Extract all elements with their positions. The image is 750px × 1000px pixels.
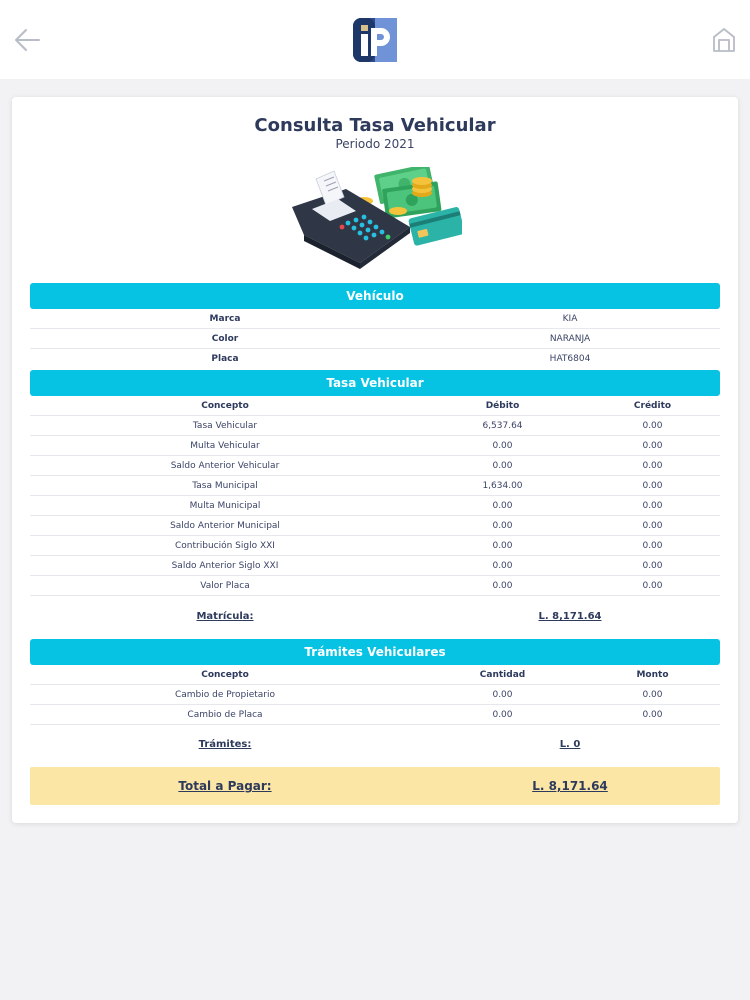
vehiculo-value: NARANJA [549,334,591,344]
matricula-summary [30,607,720,627]
matricula-value: L. 8,171.64 [538,611,602,622]
table-row [30,436,720,456]
vehiculo-section-header: Vehículo [30,283,720,309]
cell-credito: 0.00 [642,521,663,531]
tramites-section-header: Trámites Vehiculares [30,639,720,665]
period-label: Periodo 2021 [335,137,415,151]
vehiculo-label: Color [211,334,239,344]
home-button[interactable] [712,26,736,54]
tasa-table-header [30,396,720,416]
total-label: Total a Pagar: [178,779,272,793]
table-row [30,705,720,725]
cell-debito: 0.00 [492,501,513,511]
column-header-credito: Crédito [633,401,672,411]
cell-debito: 0.00 [492,541,513,551]
cell-credito: 0.00 [642,541,663,551]
cell-debito: 6,537.64 [482,421,523,431]
cell-debito: 0.00 [492,581,513,591]
cell-monto: 0.00 [642,710,663,720]
cell-credito: 0.00 [642,441,663,451]
cell-credito: 0.00 [642,421,663,431]
payment-illustration [290,167,462,273]
arrow-left-icon [12,26,42,54]
column-header-concepto: Concepto [201,670,249,680]
ip-logo [353,18,397,62]
table-row [30,556,720,576]
tramites-value: L. 0 [559,739,581,750]
vehiculo-row-color [30,329,720,349]
cell-debito: 0.00 [492,521,513,531]
table-row [30,456,720,476]
tasa-section-header: Tasa Vehicular [30,370,720,396]
home-icon [712,26,736,54]
cell-debito: 0.00 [492,461,513,471]
cell-credito: 0.00 [642,501,663,511]
cell-concepto: Saldo Anterior Vehicular [170,461,280,471]
cell-cantidad: 0.00 [492,710,513,720]
cell-credito: 0.00 [642,481,663,491]
table-row [30,576,720,596]
table-row [30,496,720,516]
cell-concepto: Tasa Municipal [192,481,258,491]
table-row [30,416,720,436]
top-bar [0,0,750,79]
cell-concepto: Multa Vehicular [190,441,260,451]
column-header-monto: Monto [636,670,669,680]
result-card [12,97,738,823]
matricula-label: Matrícula: [196,611,254,622]
total-value: L. 8,171.64 [532,779,608,793]
tramites-label: Trámites: [198,739,252,750]
cell-concepto: Saldo Anterior Siglo XXI [171,561,279,571]
vehiculo-label: Marca [209,314,241,324]
tramites-table-header [30,665,720,685]
tramites-summary [30,735,720,755]
vehiculo-label: Placa [211,354,239,364]
table-row [30,516,720,536]
table-row [30,685,720,705]
cell-credito: 0.00 [642,461,663,471]
total-box [30,767,720,805]
cell-debito: 1,634.00 [482,481,523,491]
cell-concepto: Contribución Siglo XXI [175,541,275,551]
cell-concepto: Saldo Anterior Municipal [170,521,280,531]
cell-concepto: Tasa Vehicular [192,421,258,431]
cell-cantidad: 0.00 [492,690,513,700]
cell-credito: 0.00 [642,561,663,571]
cell-debito: 0.00 [492,441,513,451]
cell-concepto: Cambio de Placa [187,710,263,720]
cell-concepto: Valor Placa [200,581,250,591]
column-header-concepto: Concepto [201,401,249,411]
table-row [30,476,720,496]
column-header-debito: Débito [485,401,520,411]
vehiculo-row-marca [30,309,720,329]
back-button[interactable] [12,26,42,54]
vehiculo-value: HAT6804 [549,354,591,364]
cell-monto: 0.00 [642,690,663,700]
column-header-cantidad: Cantidad [479,670,526,680]
vehiculo-value: KIA [562,314,578,324]
cell-credito: 0.00 [642,581,663,591]
vehiculo-row-placa [30,349,720,369]
page-title: Consulta Tasa Vehicular [254,115,496,136]
cell-concepto: Multa Municipal [189,501,261,511]
table-row [30,536,720,556]
cell-concepto: Cambio de Propietario [174,690,276,700]
cell-debito: 0.00 [492,561,513,571]
